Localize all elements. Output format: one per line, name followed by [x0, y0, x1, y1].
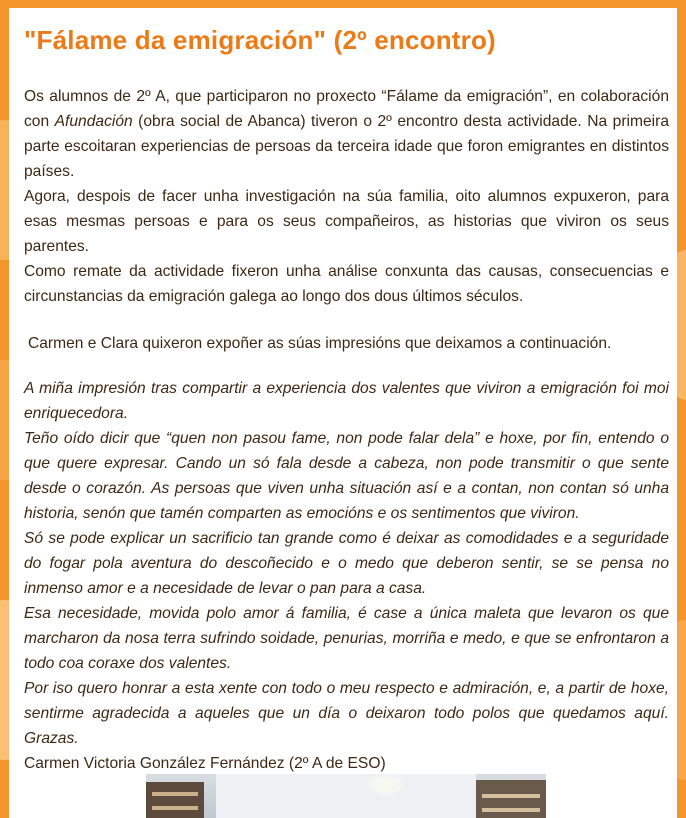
- spacer: [24, 309, 669, 331]
- impression-paragraph: Por iso quero honrar a esta xente con todo o meu respecto e admiración, e, a partir de hoxe, sentirme agradecida a aqueles que un día o deixaron todo polos que quedamos aquí. Grazas.: [24, 680, 669, 747]
- content-panel: [9, 8, 677, 818]
- photo-bookshelf-right: [476, 780, 546, 818]
- article-photo: [146, 774, 546, 818]
- organization-name: Afundación: [54, 113, 133, 130]
- article: [24, 18, 669, 776]
- impression-paragraph: A miña impresión tras compartir a experiencia dos valentes que viviron a emigración foi moi enriquecedora.: [24, 380, 669, 422]
- lead-paragraph: Carmen e Clara quixeron expoñer as súas impresións que deixamos a continuación.: [28, 335, 612, 352]
- photo-window: [216, 774, 476, 818]
- photo-ceiling-lamp: [371, 778, 401, 792]
- intro-paragraph-1: [24, 84, 669, 184]
- intro-paragraph-3: Como remate da actividade fixeron unha análise conxunta das causas, consecuencias e circunstancias da emigración galega ao longo dos dous últimos séculos.: [24, 263, 669, 305]
- impression-paragraph: Só se pode explicar un sacrificio tan grande como é deixar as comodidades e a seguridade do fogar pola aventura do descoñecido e o medo que deberon sentir, se se pensa no inmenso amor e a necesidade de levar o pan para a casa.: [24, 530, 669, 597]
- signature: Carmen Victoria González Fernández (2º A de ESO): [24, 755, 386, 772]
- impression-paragraph: Teño oído dicir que “quen non pasou fame, non pode falar dela” e hoxe, por fin, entendo o que quere expresar. Cando un só fala desde a cabeza, non pode transmitir o que sente desde o corazón. As persoas que viven unha situación así e a contan, non contan só unha historia, senón que tamén comparten as emocións e os sentimentos que viviron.: [24, 430, 669, 522]
- impression-paragraph: Esa necesidade, movida polo amor á familia, é case a única maleta que levaron os que marcharon da nosa terra sufrindo soidade, penurias, morriña e medo, e que se enfrontaron a todo coa coraxe dos valentes.: [24, 605, 669, 672]
- intro-text: Os alumnos de 2º A, que participaron no proxecto “Fálame da emigración”, en colaboración con: [24, 88, 669, 130]
- intro-text: (obra social de Abanca) tiveron o 2º encontro desta actividade. Na primeira parte escoitaran experiencias de persoas da terceira idade que foron emigrantes en distintos países.: [24, 113, 669, 180]
- article-body: [24, 84, 669, 776]
- intro-paragraph-2: Agora, despois de facer unha investigación na súa familia, oito alumnos expuxeron, para esas mesmas persoas e para os seus compañeiros, as historias que viviron os seus parentes.: [24, 188, 669, 255]
- article-title: "Fálame da emigración" (2º encontro): [24, 25, 496, 55]
- spacer: [24, 356, 669, 376]
